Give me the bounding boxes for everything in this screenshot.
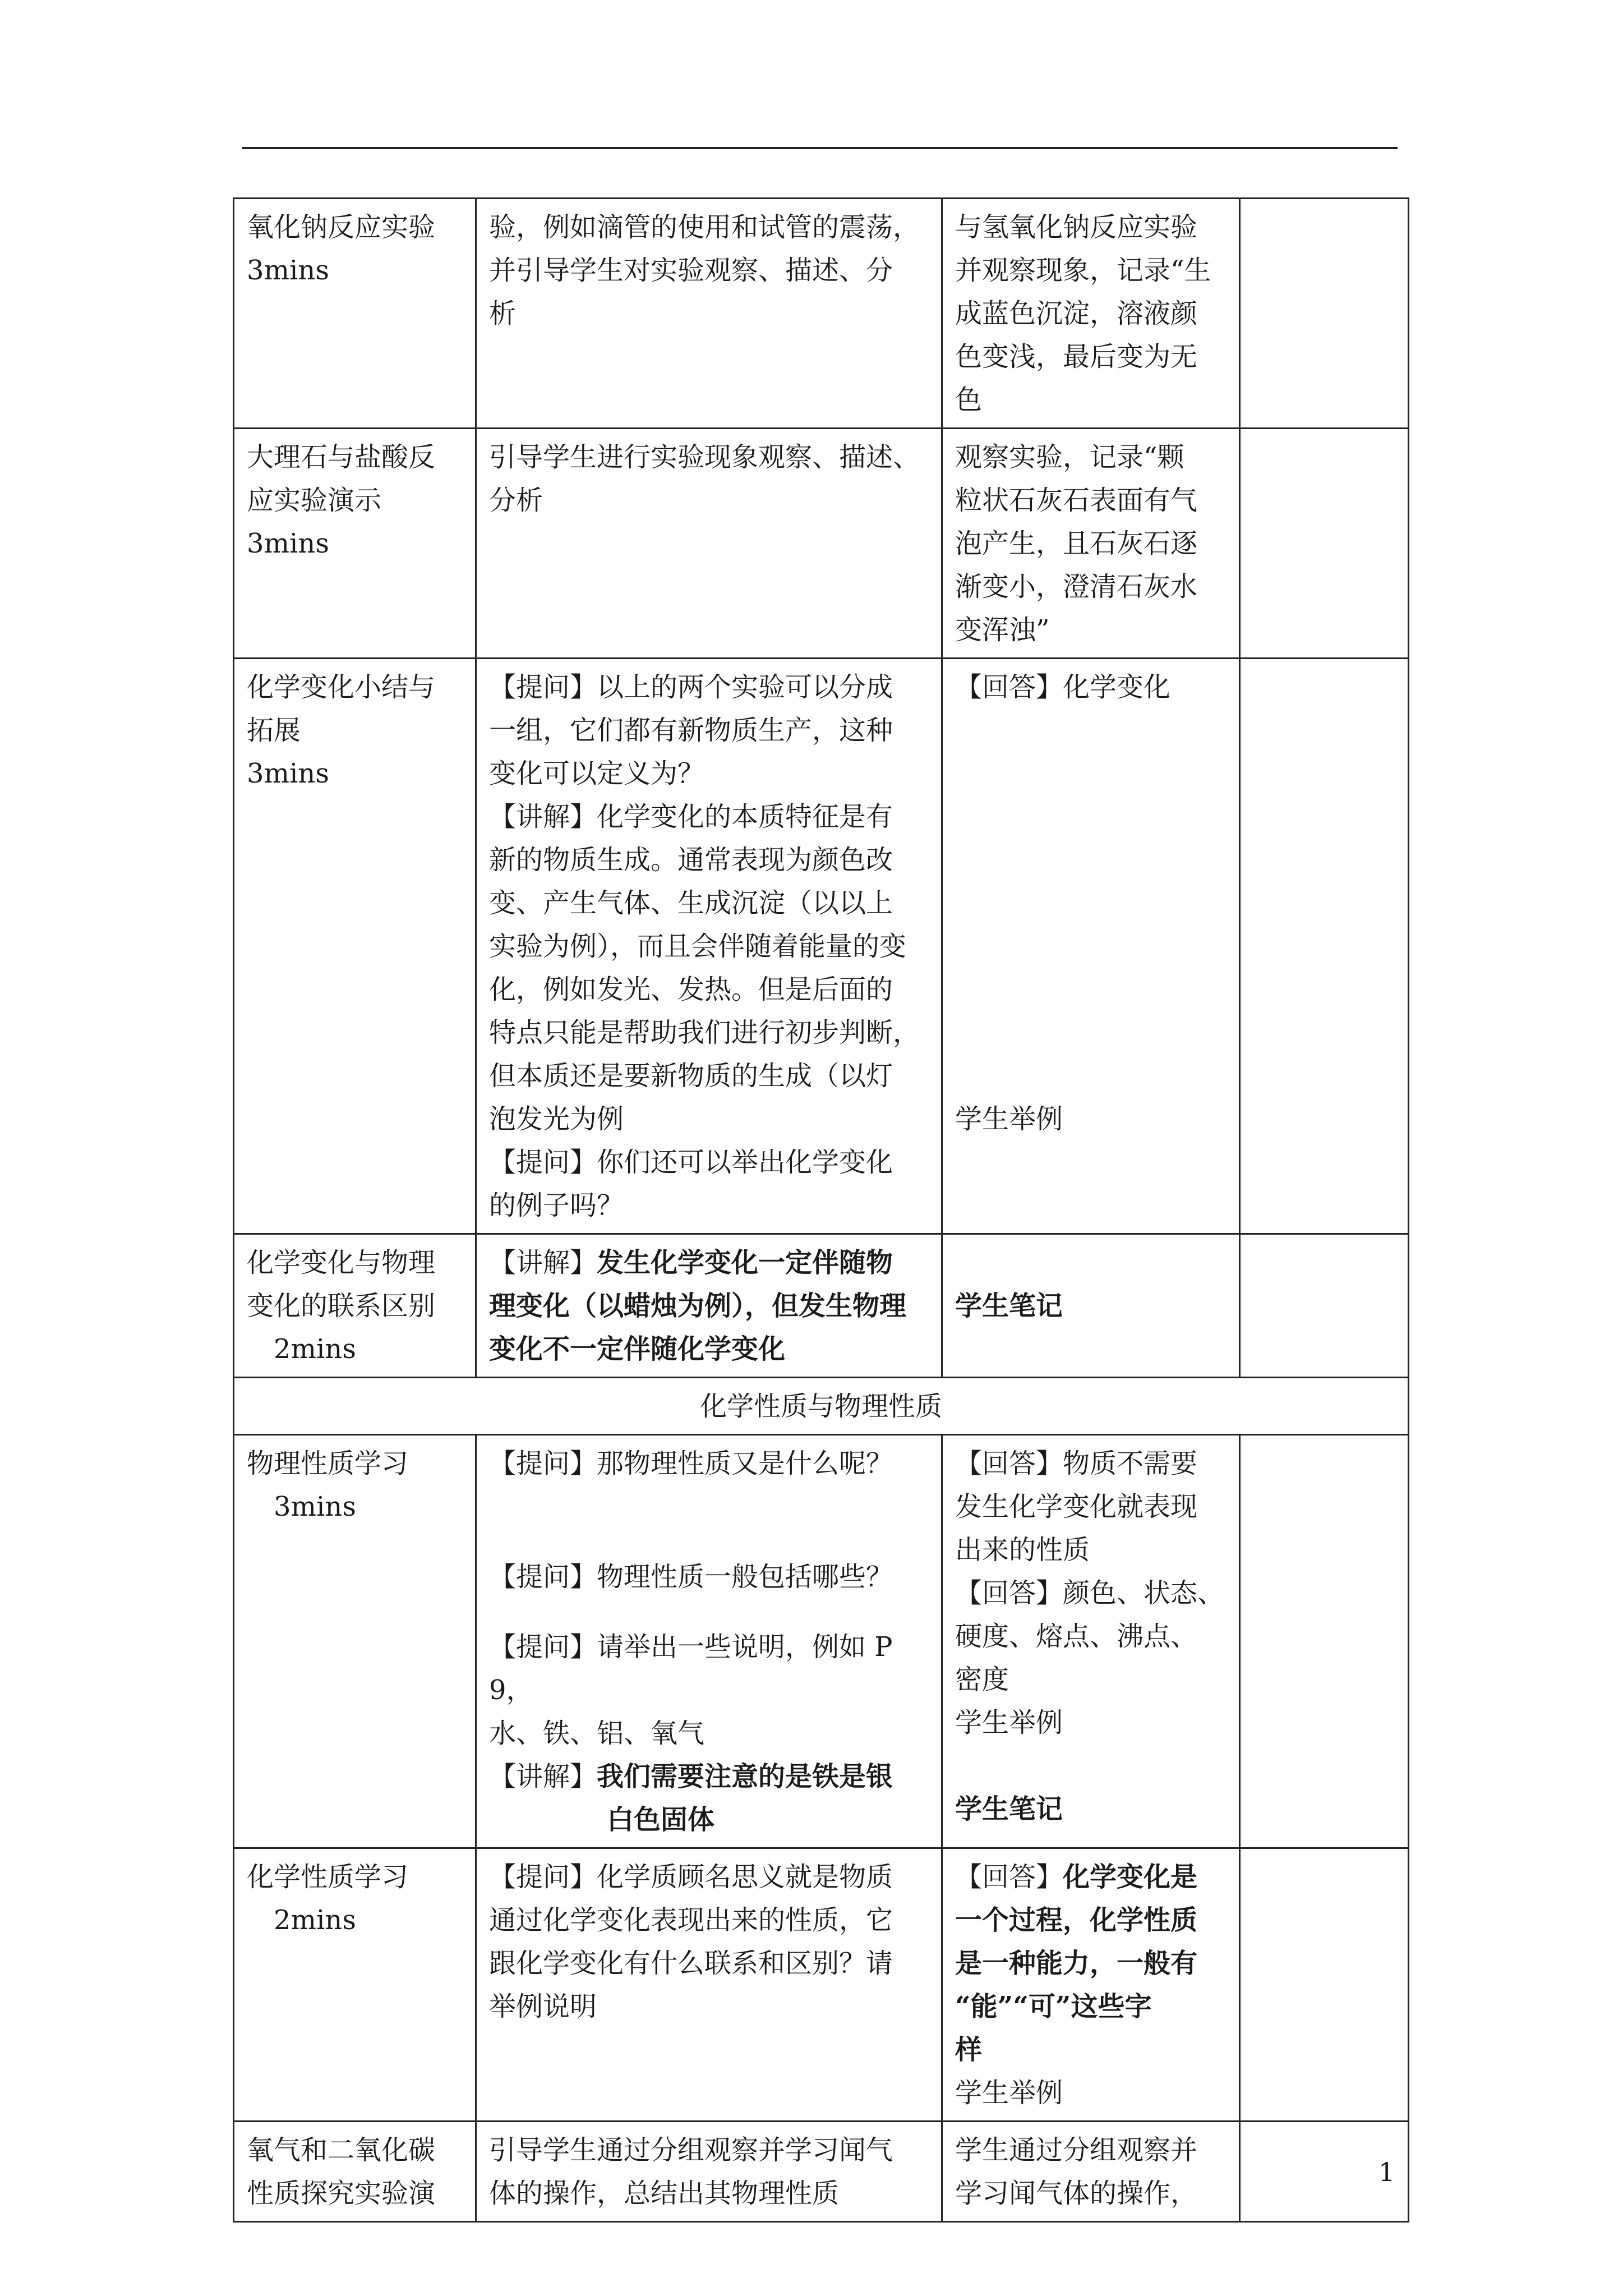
table-row <box>234 2122 1409 2222</box>
teacher-activity-cell <box>476 1848 942 2122</box>
teacher-text: 【提问】请举出一些说明，例如 P9， <box>489 1631 893 1706</box>
student-bold-text: 样 <box>955 2034 983 2065</box>
section-title: 化学性质与物理性质 <box>234 1378 1409 1435</box>
teacher-activity-cell <box>476 1435 942 1848</box>
student-activity-cell <box>942 1848 1240 2122</box>
teacher-text: 但本质还是要新物质的生成（以灯 <box>489 1060 893 1092</box>
teacher-text: 通过化学变化表现出来的性质，它 <box>489 1904 893 1936</box>
teacher-bold-text: 我们需要注意的是铁是银 <box>597 1761 893 1792</box>
teacher-text: 的例子吗？ <box>489 1190 624 1221</box>
step-duration: 2mins <box>274 1333 356 1365</box>
teacher-text: 分析 <box>489 485 543 516</box>
student-answer: 硬度、熔点、沸点、 <box>955 1621 1198 1652</box>
step-cell <box>234 659 476 1234</box>
notes-cell <box>1240 1234 1409 1378</box>
teacher-text: 举例说明 <box>489 1991 597 2022</box>
student-answer: 发生化学变化就表现 <box>955 1491 1198 1522</box>
step-name: 化学变化小结与 <box>247 671 436 703</box>
teacher-bold-text: 理变化（以蜡烛为例），但发生物理 <box>489 1290 907 1322</box>
student-notes: 学生笔记 <box>955 1793 1063 1825</box>
notes-cell <box>1240 429 1409 659</box>
student-activity-cell <box>942 199 1240 429</box>
teacher-bold-text: 发生化学变化一定伴随物 <box>597 1247 893 1278</box>
notes-cell <box>1240 659 1409 1234</box>
teacher-text: 体的操作，总结出其物理性质 <box>489 2178 840 2209</box>
student-activity-cell <box>942 1435 1240 1848</box>
step-duration: 3mins <box>247 528 329 559</box>
student-activity-cell <box>942 1234 1240 1378</box>
student-text: 粒状石灰石表面有气 <box>955 485 1198 516</box>
student-text: 观察实验，记录“颗 <box>955 441 1184 473</box>
student-text: 与氢氧化钠反应实验 <box>955 211 1198 243</box>
student-answer: 【回答】化学变化 <box>955 671 1171 703</box>
teacher-bold-text: 白色固体 <box>607 1804 715 1835</box>
step-name: 大理石与盐酸反 <box>247 441 436 473</box>
teacher-text: 新的物质生成。通常表现为颜色改 <box>489 844 893 876</box>
student-notes: 学生笔记 <box>955 1290 1063 1322</box>
teacher-text: 泡发光为例 <box>489 1103 624 1135</box>
step-duration: 3mins <box>247 758 329 789</box>
teacher-text: 析 <box>489 298 517 329</box>
student-answer: 【回答】物质不需要 <box>955 1448 1198 1479</box>
teacher-text: 变化可以定义为？ <box>489 758 705 789</box>
step-name: 化学性质学习 <box>247 1861 409 1893</box>
notes-cell <box>1240 1848 1409 2122</box>
step-name: 氧气和二氧化碳 <box>247 2134 436 2166</box>
explain-label: 【讲解】 <box>489 1761 597 1792</box>
teacher-activity-cell <box>476 659 942 1234</box>
step-duration: 3mins <box>247 255 329 286</box>
teacher-text: 一组，它们都有新物质生产，这种 <box>489 715 893 746</box>
student-answer: 密度 <box>955 1664 1009 1695</box>
step-name: 性质探究实验演 <box>247 2178 436 2209</box>
student-answer: 【回答】颜色、状态、 <box>955 1577 1225 1609</box>
teacher-text: 【提问】化学质顾名思义就是物质 <box>489 1861 893 1893</box>
teacher-text: 【提问】那物理性质又是什么呢？ <box>489 1448 893 1479</box>
header-rule <box>242 147 1398 149</box>
notes-cell <box>1240 199 1409 429</box>
step-name: 氧化钠反应实验 <box>247 211 436 243</box>
student-text: 泡产生，且石灰石逐 <box>955 528 1198 559</box>
student-text: 色变浅，最后变为无 <box>955 341 1198 372</box>
teacher-text: 跟化学变化有什么联系和区别？请 <box>489 1948 893 1979</box>
step-name: 拓展 <box>247 715 301 746</box>
explain-label: 【讲解】 <box>489 1247 597 1278</box>
section-row <box>234 1378 1409 1435</box>
table-row <box>234 1435 1409 1848</box>
teacher-text: 实验为例），而且会伴随着能量的变 <box>489 931 907 962</box>
teacher-text: 【提问】你们还可以举出化学变化 <box>489 1147 893 1178</box>
step-name: 化学变化与物理 <box>247 1247 436 1278</box>
student-text: 并观察现象，记录“生 <box>955 255 1211 286</box>
page-number: 1 <box>1378 2157 1395 2187</box>
teacher-text: 化，例如发光、发热。但是后面的 <box>489 974 893 1005</box>
table-row <box>234 199 1409 429</box>
step-name: 物理性质学习 <box>247 1448 409 1479</box>
teacher-text: 【提问】物理性质一般包括哪些？ <box>489 1561 893 1593</box>
teacher-text: 引导学生进行实验现象观察、描述、 <box>489 441 920 473</box>
lesson-plan-table <box>233 197 1409 2223</box>
student-activity-cell <box>942 2122 1240 2222</box>
notes-cell <box>1240 1435 1409 1848</box>
teacher-text: 验，例如滴管的使用和试管的震荡， <box>489 211 920 243</box>
student-text: 色 <box>955 384 983 416</box>
teacher-text: 变、产生气体、生成沉淀（以以上 <box>489 887 893 919</box>
student-bold-text: 一个过程，化学性质 <box>955 1904 1198 1936</box>
student-answer: 出来的性质 <box>955 1534 1090 1566</box>
teacher-text: 引导学生通过分组观察并学习闻气 <box>489 2134 893 2166</box>
step-cell <box>234 199 476 429</box>
student-bold-text: 是一种能力，一般有 <box>955 1948 1198 1979</box>
teacher-bold-text: 变化不一定伴随化学变化 <box>489 1333 786 1365</box>
teacher-text: 【提问】以上的两个实验可以分成 <box>489 671 893 703</box>
teacher-text: 水、铁、铝、氧气 <box>489 1718 705 1749</box>
answer-label: 【回答】 <box>955 1861 1063 1893</box>
table-row <box>234 429 1409 659</box>
student-example: 学生举例 <box>955 1103 1063 1135</box>
student-text: 学生通过分组观察并 <box>955 2134 1198 2166</box>
student-example: 学生举例 <box>955 1707 1063 1738</box>
step-cell <box>234 1848 476 2122</box>
student-activity-cell <box>942 659 1240 1234</box>
teacher-activity-cell <box>476 1234 942 1378</box>
step-cell <box>234 1435 476 1848</box>
teacher-text: 【讲解】化学变化的本质特征是有 <box>489 801 893 832</box>
table-row <box>234 1848 1409 2122</box>
student-text: 成蓝色沉淀，溶液颜 <box>955 298 1198 329</box>
student-bold-text: “能”“可”这些字 <box>955 1991 1152 2022</box>
teacher-activity-cell <box>476 2122 942 2222</box>
table-row <box>234 1234 1409 1378</box>
student-activity-cell <box>942 429 1240 659</box>
step-name: 应实验演示 <box>247 485 382 516</box>
table-row <box>234 659 1409 1234</box>
student-example: 学生举例 <box>955 2077 1063 2109</box>
teacher-activity-cell <box>476 429 942 659</box>
student-bold-text: 化学变化是 <box>1063 1861 1198 1893</box>
step-duration: 3mins <box>274 1491 356 1522</box>
step-name: 变化的联系区别 <box>247 1290 436 1322</box>
step-cell <box>234 429 476 659</box>
step-cell <box>234 2122 476 2222</box>
teacher-text: 特点只能是帮助我们进行初步判断， <box>489 1017 920 1048</box>
step-duration: 2mins <box>274 1904 356 1936</box>
teacher-text: 并引导学生对实验观察、描述、分 <box>489 255 893 286</box>
teacher-activity-cell <box>476 199 942 429</box>
student-text: 变浑浊” <box>955 614 1050 646</box>
student-text: 渐变小，澄清石灰水 <box>955 571 1198 602</box>
step-cell <box>234 1234 476 1378</box>
student-text: 学习闻气体的操作， <box>955 2178 1198 2209</box>
